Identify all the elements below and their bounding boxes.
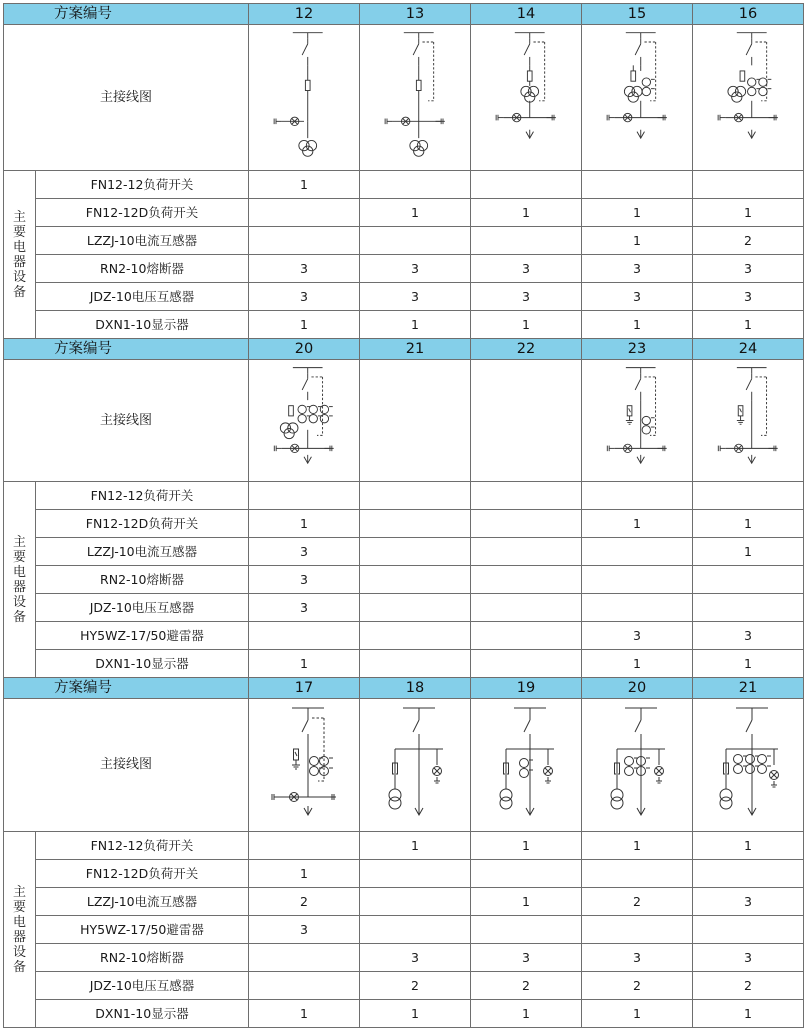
equipment-quantity xyxy=(360,650,471,678)
equipment-row xyxy=(4,944,804,972)
equipment-row xyxy=(4,227,804,255)
equipment-quantity: 1 xyxy=(249,1000,360,1028)
equipment-quantity xyxy=(360,888,471,916)
equipment-quantity: 3 xyxy=(693,944,804,972)
wiring-diagram-cell xyxy=(582,25,693,171)
equipment-name: RN2-10熔断器 xyxy=(36,566,249,594)
equipment-quantity: 1 xyxy=(249,650,360,678)
equipment-name: DXN1-10显示器 xyxy=(36,311,249,339)
equipment-quantity xyxy=(582,482,693,510)
equipment-row xyxy=(4,171,804,199)
equipment-group-label xyxy=(4,482,36,678)
equipment-quantity: 3 xyxy=(249,283,360,311)
wiring-diagram-icon xyxy=(270,363,338,479)
wiring-diagram-label: 主接线图 xyxy=(4,699,249,832)
wiring-diagram-row xyxy=(4,25,804,171)
equipment-row xyxy=(4,255,804,283)
equipment-row xyxy=(4,538,804,566)
scheme-number: 23 xyxy=(582,339,693,360)
equipment-row xyxy=(4,311,804,339)
wiring-diagram-icon xyxy=(492,28,560,168)
equipment-quantity xyxy=(249,227,360,255)
wiring-diagram-cell xyxy=(360,360,471,482)
wiring-diagram-cell xyxy=(360,699,471,832)
equipment-quantity xyxy=(360,482,471,510)
equipment-quantity: 3 xyxy=(582,622,693,650)
equipment-quantity xyxy=(360,622,471,650)
equipment-row xyxy=(4,860,804,888)
wiring-diagram-icon xyxy=(714,703,782,828)
equipment-quantity: 1 xyxy=(582,227,693,255)
equipment-quantity xyxy=(360,171,471,199)
wiring-diagram-icon xyxy=(381,28,449,168)
equipment-row xyxy=(4,650,804,678)
wiring-diagram-icon xyxy=(381,703,449,828)
equipment-quantity: 3 xyxy=(582,283,693,311)
equipment-row xyxy=(4,482,804,510)
equipment-quantity: 3 xyxy=(582,255,693,283)
wiring-diagram-icon xyxy=(270,28,338,168)
equipment-row xyxy=(4,199,804,227)
equipment-quantity: 2 xyxy=(582,972,693,1000)
equipment-row xyxy=(4,622,804,650)
scheme-number: 14 xyxy=(471,4,582,25)
wiring-diagram-cell xyxy=(693,699,804,832)
scheme-number-label: 方案编号 xyxy=(4,339,249,360)
wiring-diagram-icon xyxy=(603,363,671,479)
wiring-diagram-cell xyxy=(249,699,360,832)
scheme-header-row xyxy=(4,678,804,699)
equipment-group-text: 主要电器设备 xyxy=(12,534,26,625)
equipment-quantity xyxy=(360,538,471,566)
wiring-diagram-cell xyxy=(471,360,582,482)
equipment-quantity: 1 xyxy=(693,510,804,538)
equipment-quantity xyxy=(360,566,471,594)
equipment-quantity: 1 xyxy=(249,510,360,538)
equipment-quantity: 1 xyxy=(249,311,360,339)
equipment-quantity: 3 xyxy=(249,255,360,283)
equipment-quantity xyxy=(360,227,471,255)
equipment-row xyxy=(4,832,804,860)
wiring-diagram-cell xyxy=(693,25,804,171)
equipment-name: FN12-12负荷开关 xyxy=(36,482,249,510)
equipment-quantity: 1 xyxy=(360,832,471,860)
equipment-quantity: 3 xyxy=(249,594,360,622)
scheme-number: 21 xyxy=(693,678,804,699)
equipment-quantity: 1 xyxy=(582,650,693,678)
equipment-group-text: 主要电器设备 xyxy=(12,209,26,300)
equipment-row xyxy=(4,510,804,538)
equipment-quantity: 1 xyxy=(693,832,804,860)
equipment-quantity: 1 xyxy=(693,199,804,227)
equipment-quantity xyxy=(249,972,360,1000)
equipment-quantity xyxy=(471,482,582,510)
equipment-name: FN12-12负荷开关 xyxy=(36,171,249,199)
wiring-diagram-icon xyxy=(270,703,338,828)
scheme-number: 19 xyxy=(471,678,582,699)
equipment-quantity: 2 xyxy=(471,972,582,1000)
wiring-diagram-cell xyxy=(249,360,360,482)
equipment-quantity: 1 xyxy=(471,1000,582,1028)
scheme-number: 20 xyxy=(582,678,693,699)
wiring-diagram-icon xyxy=(492,703,560,828)
scheme-number: 24 xyxy=(693,339,804,360)
equipment-name: FN12-12负荷开关 xyxy=(36,832,249,860)
equipment-quantity: 1 xyxy=(693,538,804,566)
scheme-header-row xyxy=(4,4,804,25)
equipment-quantity: 3 xyxy=(249,566,360,594)
equipment-quantity xyxy=(360,594,471,622)
equipment-row xyxy=(4,283,804,311)
equipment-quantity: 1 xyxy=(582,199,693,227)
equipment-row xyxy=(4,1000,804,1028)
equipment-name: JDZ-10电压互感器 xyxy=(36,972,249,1000)
scheme-number: 18 xyxy=(360,678,471,699)
equipment-quantity: 1 xyxy=(360,311,471,339)
equipment-name: JDZ-10电压互感器 xyxy=(36,594,249,622)
equipment-name: LZZJ-10电流互感器 xyxy=(36,538,249,566)
scheme-number: 22 xyxy=(471,339,582,360)
wiring-diagram-cell xyxy=(471,25,582,171)
equipment-quantity: 1 xyxy=(249,860,360,888)
equipment-quantity xyxy=(249,832,360,860)
equipment-quantity: 2 xyxy=(693,972,804,1000)
scheme-number: 17 xyxy=(249,678,360,699)
equipment-quantity: 3 xyxy=(249,538,360,566)
equipment-quantity: 1 xyxy=(471,832,582,860)
wiring-diagram-cell xyxy=(249,25,360,171)
equipment-quantity xyxy=(582,860,693,888)
wiring-diagram-cell xyxy=(582,699,693,832)
equipment-quantity xyxy=(360,916,471,944)
scheme-number-label: 方案编号 xyxy=(4,678,249,699)
scheme-number: 15 xyxy=(582,4,693,25)
equipment-quantity: 3 xyxy=(582,944,693,972)
equipment-quantity: 3 xyxy=(360,283,471,311)
equipment-quantity xyxy=(360,510,471,538)
equipment-quantity xyxy=(693,594,804,622)
equipment-name: FN12-12D负荷开关 xyxy=(36,860,249,888)
equipment-quantity xyxy=(471,916,582,944)
equipment-group-text: 主要电器设备 xyxy=(12,884,26,975)
equipment-quantity: 1 xyxy=(471,199,582,227)
equipment-quantity: 1 xyxy=(693,1000,804,1028)
equipment-group-label xyxy=(4,171,36,339)
scheme-header-row xyxy=(4,339,804,360)
wiring-diagram-row xyxy=(4,699,804,832)
equipment-quantity xyxy=(693,482,804,510)
equipment-quantity xyxy=(693,860,804,888)
wiring-diagram-cell xyxy=(360,25,471,171)
equipment-quantity: 2 xyxy=(693,227,804,255)
equipment-name: RN2-10熔断器 xyxy=(36,944,249,972)
equipment-quantity xyxy=(360,860,471,888)
equipment-quantity: 1 xyxy=(582,1000,693,1028)
scheme-number: 16 xyxy=(693,4,804,25)
equipment-quantity: 2 xyxy=(360,972,471,1000)
wiring-diagram-icon xyxy=(714,28,782,168)
equipment-quantity xyxy=(471,860,582,888)
scheme-number: 13 xyxy=(360,4,471,25)
equipment-name: FN12-12D负荷开关 xyxy=(36,199,249,227)
equipment-quantity xyxy=(249,199,360,227)
wiring-diagram-cell xyxy=(693,360,804,482)
equipment-quantity xyxy=(582,916,693,944)
equipment-row xyxy=(4,916,804,944)
wiring-diagram-label: 主接线图 xyxy=(4,360,249,482)
scheme-number: 20 xyxy=(249,339,360,360)
equipment-name: FN12-12D负荷开关 xyxy=(36,510,249,538)
equipment-quantity: 1 xyxy=(360,199,471,227)
scheme-number-label: 方案编号 xyxy=(4,4,249,25)
equipment-quantity: 3 xyxy=(360,255,471,283)
equipment-quantity xyxy=(693,566,804,594)
equipment-quantity xyxy=(471,566,582,594)
wiring-diagram-icon xyxy=(603,703,671,828)
scheme-sheet xyxy=(3,3,803,1028)
equipment-quantity: 3 xyxy=(360,944,471,972)
equipment-group-label xyxy=(4,832,36,1028)
equipment-quantity xyxy=(471,594,582,622)
equipment-quantity xyxy=(471,650,582,678)
wiring-diagram-icon xyxy=(714,363,782,479)
equipment-quantity: 3 xyxy=(693,888,804,916)
equipment-quantity xyxy=(249,622,360,650)
wiring-diagram-cell xyxy=(471,699,582,832)
equipment-name: RN2-10熔断器 xyxy=(36,255,249,283)
equipment-quantity: 1 xyxy=(693,650,804,678)
equipment-quantity xyxy=(582,566,693,594)
equipment-quantity: 3 xyxy=(693,283,804,311)
equipment-name: DXN1-10显示器 xyxy=(36,1000,249,1028)
equipment-name: HY5WZ-17/50避雷器 xyxy=(36,916,249,944)
equipment-quantity xyxy=(249,482,360,510)
equipment-quantity: 1 xyxy=(360,1000,471,1028)
wiring-diagram-row xyxy=(4,360,804,482)
equipment-quantity xyxy=(582,171,693,199)
equipment-name: LZZJ-10电流互感器 xyxy=(36,888,249,916)
equipment-row xyxy=(4,972,804,1000)
equipment-quantity: 3 xyxy=(471,944,582,972)
equipment-quantity: 3 xyxy=(471,255,582,283)
equipment-quantity: 1 xyxy=(471,888,582,916)
equipment-quantity: 2 xyxy=(582,888,693,916)
equipment-name: DXN1-10显示器 xyxy=(36,650,249,678)
scheme-table xyxy=(3,3,804,1028)
equipment-quantity xyxy=(471,622,582,650)
equipment-quantity xyxy=(249,944,360,972)
equipment-quantity: 1 xyxy=(249,171,360,199)
equipment-quantity xyxy=(471,227,582,255)
equipment-name: LZZJ-10电流互感器 xyxy=(36,227,249,255)
equipment-quantity: 3 xyxy=(693,255,804,283)
equipment-quantity xyxy=(582,538,693,566)
equipment-quantity xyxy=(693,916,804,944)
equipment-row xyxy=(4,594,804,622)
equipment-row xyxy=(4,888,804,916)
equipment-quantity: 3 xyxy=(471,283,582,311)
equipment-quantity: 1 xyxy=(471,311,582,339)
equipment-quantity xyxy=(471,538,582,566)
equipment-quantity xyxy=(471,510,582,538)
wiring-diagram-icon xyxy=(603,28,671,168)
equipment-quantity: 1 xyxy=(582,510,693,538)
equipment-quantity: 2 xyxy=(249,888,360,916)
equipment-quantity: 1 xyxy=(582,311,693,339)
equipment-name: JDZ-10电压互感器 xyxy=(36,283,249,311)
equipment-quantity xyxy=(471,171,582,199)
equipment-quantity: 3 xyxy=(249,916,360,944)
wiring-diagram-cell xyxy=(582,360,693,482)
scheme-number: 12 xyxy=(249,4,360,25)
equipment-quantity xyxy=(582,594,693,622)
equipment-quantity: 3 xyxy=(693,622,804,650)
equipment-quantity xyxy=(693,171,804,199)
scheme-number: 21 xyxy=(360,339,471,360)
equipment-row xyxy=(4,566,804,594)
wiring-diagram-label: 主接线图 xyxy=(4,25,249,171)
equipment-quantity: 1 xyxy=(693,311,804,339)
equipment-name: HY5WZ-17/50避雷器 xyxy=(36,622,249,650)
equipment-quantity: 1 xyxy=(582,832,693,860)
